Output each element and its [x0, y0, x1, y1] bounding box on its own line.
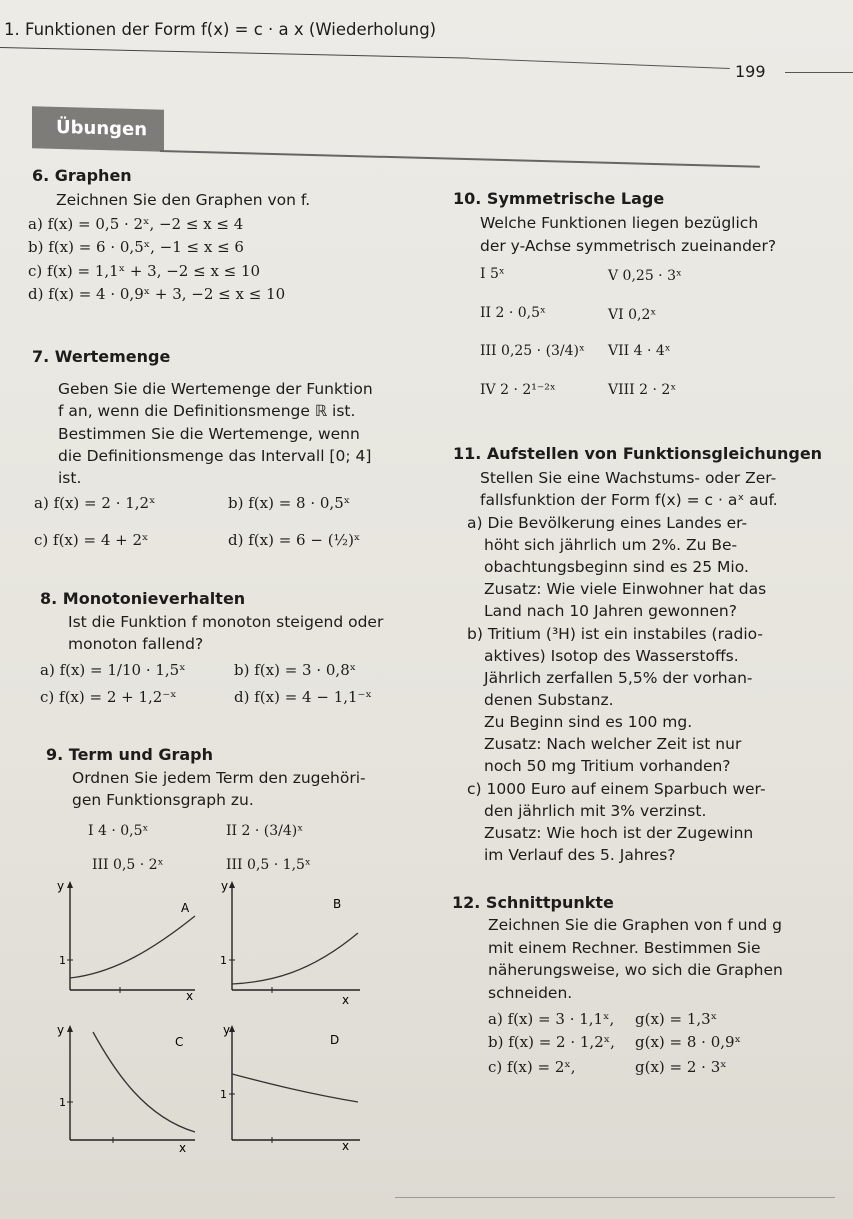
ex11-line: a) Die Bevölkerung eines Landes er-	[467, 514, 748, 532]
curve-b	[232, 933, 358, 984]
ex8-item-d: d) f(x) = 4 − 1,1⁻ˣ	[234, 688, 372, 706]
ex7-line: die Definitionsmenge das Intervall [0; 4]	[58, 447, 372, 465]
ex6-intro: Zeichnen Sie den Graphen von f.	[56, 191, 311, 209]
y-arrow-icon	[67, 881, 73, 888]
axis-label-y: y	[57, 879, 65, 893]
axis-label-x: x	[186, 989, 194, 1003]
ex12-line: näherungsweise, wo sich die Graphen	[488, 961, 783, 979]
ex11-line: c) 1000 Euro auf einem Sparbuch wer-	[467, 780, 766, 798]
ex11-line: aktives) Isotop des Wasserstoffs.	[484, 647, 739, 665]
ex9-term-1: I 4 · 0,5ˣ	[88, 823, 149, 839]
ex12-line: Zeichnen Sie die Graphen von f und g	[488, 916, 783, 934]
ex11-line: Zusatz: Wie hoch ist der Zugewinn	[484, 824, 754, 842]
ex12-item-b-g: g(x) = 8 · 0,9ˣ	[635, 1033, 741, 1051]
ex11-line: denen Substanz.	[484, 691, 614, 709]
ex10-line: Welche Funktionen liegen bezüglich	[480, 214, 759, 232]
axis-label-x: x	[342, 993, 350, 1007]
axis-label-y: y	[221, 879, 229, 893]
ex7-item-d: d) f(x) = 6 − (½)ˣ	[228, 531, 361, 549]
graph-label-d: D	[330, 1033, 340, 1047]
axis-label-y: y	[223, 1023, 231, 1037]
ex8-title: 8. Monotonieverhalten	[40, 589, 246, 608]
chapter-header: 1. Funktionen der Form f(x) = c · a x (Wiederholung)	[4, 20, 437, 39]
y-arrow-icon	[67, 1025, 73, 1032]
ex10-item: VII 4 · 4ˣ	[608, 343, 671, 359]
ex10-item: III 0,25 · (3/4)ˣ	[480, 343, 585, 359]
ex6-title: 6. Graphen	[32, 166, 132, 185]
ex11-line: im Verlauf des 5. Jahres?	[484, 846, 676, 864]
ex11-line: noch 50 mg Tritium vorhanden?	[484, 757, 731, 775]
ex12-line: schneiden.	[488, 984, 573, 1002]
tick-label: 1	[59, 1096, 66, 1109]
ex11-line: Zusatz: Nach welcher Zeit ist nur	[484, 735, 742, 753]
graph-c	[55, 1022, 205, 1155]
ex8-item-a: a) f(x) = 1/10 · 1,5ˣ	[40, 661, 186, 679]
ex11-line: Stellen Sie eine Wachstums- oder Zer-	[480, 469, 777, 487]
ex8-item-b: b) f(x) = 3 · 0,8ˣ	[234, 661, 357, 679]
curve-d	[232, 1074, 358, 1102]
ex11-line: Zusatz: Wie viele Einwohner hat das	[484, 580, 767, 598]
ex12-item-c-g: g(x) = 2 · 3ˣ	[635, 1058, 727, 1076]
header-rule-2	[470, 58, 730, 69]
header-rule-3	[785, 72, 853, 73]
axis-label-x: x	[342, 1139, 350, 1153]
ex11-title: 11. Aufstellen von Funktionsgleichungen	[453, 444, 823, 463]
ex9-line: Ordnen Sie jedem Term den zugehöri-	[72, 769, 366, 787]
ex11-line: fallsfunktion der Form f(x) = c · aˣ auf.	[480, 491, 778, 509]
ex11-line: den jährlich mit 3% verzinst.	[484, 802, 707, 820]
ex12-item-a-f: a) f(x) = 3 · 1,1ˣ,	[488, 1010, 615, 1028]
section-label: Übungen	[32, 106, 164, 151]
y-arrow-icon	[229, 881, 235, 888]
curve-a	[70, 916, 195, 978]
ex12-title: 12. Schnittpunkte	[452, 893, 614, 912]
graph-d	[210, 1022, 370, 1152]
ex8-line: Ist die Funktion f monoton steigend oder	[68, 613, 384, 631]
graph-a	[55, 878, 205, 1003]
ex10-title: 10. Symmetrische Lage	[453, 189, 665, 208]
graph-label-b: B	[333, 897, 342, 911]
ex7-line: Geben Sie die Wertemenge der Funktion	[58, 380, 373, 398]
header-rule	[0, 47, 470, 59]
tick-label: 1	[59, 954, 66, 967]
axis-label-y: y	[57, 1023, 65, 1037]
ex10-item: IV 2 · 2¹⁻²ˣ	[480, 382, 556, 398]
tick-label: 1	[220, 954, 227, 967]
ex10-item: V 0,25 · 3ˣ	[608, 268, 682, 284]
ex12-item-a-g: g(x) = 1,3ˣ	[635, 1010, 718, 1028]
graph-b	[210, 878, 370, 1007]
ex9-title: 9. Term und Graph	[46, 745, 214, 764]
ex9-term-3: III 0,5 · 2ˣ	[92, 857, 164, 873]
ex7-item-b: b) f(x) = 8 · 0,5ˣ	[228, 494, 351, 512]
page-number: 199	[735, 62, 766, 81]
ex10-item: VIII 2 · 2ˣ	[608, 382, 677, 398]
ex7-item-c: c) f(x) = 4 + 2ˣ	[34, 531, 149, 549]
ex10-item: VI 0,2ˣ	[608, 307, 657, 323]
ex10-line: der y-Achse symmetrisch zueinander?	[480, 237, 777, 255]
ex7-title: 7. Wertemenge	[32, 347, 171, 366]
tick-label: 1	[220, 1088, 227, 1101]
ex12-item-b-f: b) f(x) = 2 · 1,2ˣ,	[488, 1033, 615, 1051]
ex11-line: Zu Beginn sind es 100 mg.	[484, 713, 693, 731]
ex6-item-c: c) f(x) = 1,1ˣ + 3, −2 ≤ x ≤ 10	[28, 262, 261, 280]
ex8-line: monoton fallend?	[68, 635, 204, 653]
section-rule	[160, 150, 760, 167]
axis-label-x: x	[179, 1141, 187, 1155]
ex11-line: Jährlich zerfallen 5,5% der vorhan-	[484, 669, 753, 687]
ex10-item: I 5ˣ	[480, 266, 505, 282]
ex10-item: II 2 · 0,5ˣ	[480, 305, 546, 321]
ex9-line: gen Funktionsgraph zu.	[72, 791, 254, 809]
ex7-item-a: a) f(x) = 2 · 1,2ˣ	[34, 494, 156, 512]
ex6-item-a: a) f(x) = 0,5 · 2ˣ, −2 ≤ x ≤ 4	[28, 215, 244, 233]
ex11-line: b) Tritium (³H) ist ein instabiles (radio-	[467, 625, 763, 643]
ex11-line: höht sich jährlich um 2%. Zu Be-	[484, 536, 738, 554]
ex9-term-4: III 0,5 · 1,5ˣ	[226, 857, 311, 873]
ex7-line: f an, wenn die Definitionsmenge ℝ ist.	[58, 402, 356, 420]
ex6-item-d: d) f(x) = 4 · 0,9ˣ + 3, −2 ≤ x ≤ 10	[28, 285, 286, 303]
ex9-term-2: II 2 · (3/4)ˣ	[226, 823, 304, 839]
ex6-item-b: b) f(x) = 6 · 0,5ˣ, −1 ≤ x ≤ 6	[28, 238, 244, 256]
ex11-line: Land nach 10 Jahren gewonnen?	[484, 602, 737, 620]
ex12-item-c-f: c) f(x) = 2ˣ,	[488, 1058, 576, 1076]
graph-label-c: C	[175, 1035, 184, 1049]
ex8-item-c: c) f(x) = 2 + 1,2⁻ˣ	[40, 688, 177, 706]
ex12-line: mit einem Rechner. Bestimmen Sie	[488, 939, 761, 957]
ex11-line: obachtungsbeginn sind es 25 Mio.	[484, 558, 749, 576]
ex7-line: ist.	[58, 469, 82, 487]
page-edge-rule	[395, 1197, 835, 1198]
graph-label-a: A	[181, 901, 190, 915]
ex7-line: Bestimmen Sie die Wertemenge, wenn	[58, 425, 360, 443]
